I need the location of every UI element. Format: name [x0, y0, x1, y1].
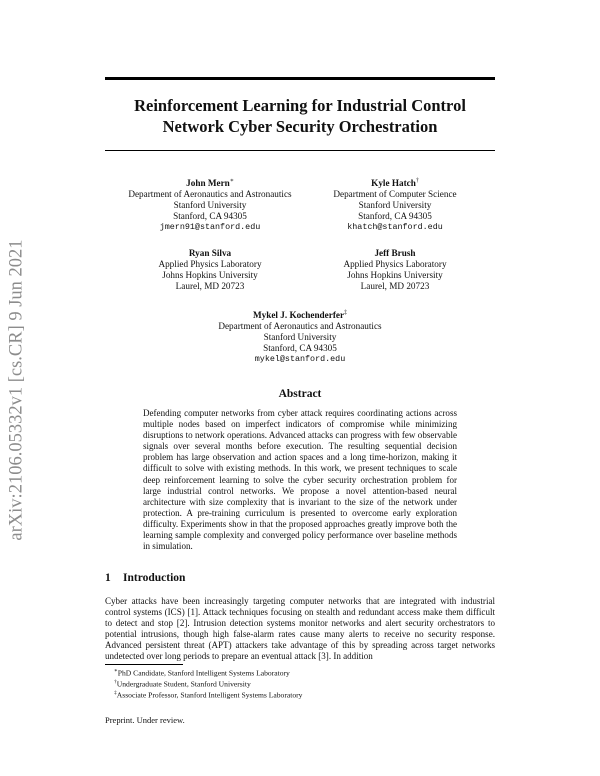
author-name: John Mern [186, 178, 230, 189]
preprint-note: Preprint. Under review. [105, 715, 185, 725]
section-number: 1 [105, 572, 111, 584]
author-block [115, 248, 305, 292]
footnote-mark: ∗ [114, 668, 118, 674]
author-mark: ‡ [344, 310, 348, 316]
footnote-mark: † [114, 679, 117, 686]
author-name: Jeff Brush [374, 248, 416, 258]
abstract-heading: Abstract [278, 388, 322, 400]
paper-title [105, 95, 495, 137]
author-affiliation: Department of Computer Science [333, 189, 457, 200]
author-name: Mykel J. Kochenderfer [252, 310, 345, 321]
author-mark: † [415, 178, 419, 184]
author-affiliation: Department of Aeronautics and Astronautics [218, 321, 382, 332]
arxiv-stamp-text: arXiv:2106.05332v1 [cs.CR] 9 Jun 2021 [6, 239, 27, 541]
section-title: Introduction [123, 572, 186, 584]
author-email[interactable]: mykel@stanford.edu [254, 354, 346, 365]
author-affiliation: Department of Aeronautics and Astronautics [128, 189, 292, 200]
title-bottom-rule [105, 150, 495, 151]
author-email[interactable]: jmern91@stanford.edu [159, 222, 261, 233]
footnote-text: Associate Professor, Stanford Intelligent Systems Laboratory [116, 690, 303, 700]
author-institution: Stanford University [263, 332, 337, 343]
footnote [114, 689, 494, 700]
author-block [185, 308, 415, 365]
author-block [300, 248, 490, 292]
introduction-text: Cyber attacks have been increasingly targeting computer networks that are integrated with industrial control systems (ICS) [1]. Attack techniques focusing on stealth and redundant access make them difficult to detect and stop [2]. Intrusion detection systems monitor networks and alert security orchestrators to potential intrusions, though high false-alarm rates cause many alerts to receive no security response. Advanced persistent threat (APT) attackers take advantage of this by spreading across target networks undetected over long periods to prepare an eventual attack [3]. In addition [105, 596, 495, 662]
title-top-rule [105, 77, 495, 80]
title-line-1: Reinforcement Learning for Industrial Control [134, 96, 466, 115]
footnotes [114, 667, 494, 700]
author-block [300, 176, 490, 233]
author-institution: Johns Hopkins University [162, 270, 258, 280]
author-email[interactable]: khatch@stanford.edu [347, 222, 443, 233]
title-line-2: Network Cyber Security Orchestration [162, 117, 438, 136]
author-institution: Johns Hopkins University [347, 270, 443, 280]
author-institution: Stanford University [358, 200, 432, 211]
author-address: Stanford, CA 94305 [358, 211, 432, 222]
author-affiliation: Applied Physics Laboratory [158, 259, 262, 269]
footnote-mark: ‡ [114, 690, 117, 697]
footnote [114, 667, 494, 678]
author-address: Stanford, CA 94305 [263, 343, 337, 354]
footnote-text: Undergraduate Student, Stanford University [116, 679, 251, 689]
footnote-text: PhD Candidate, Stanford Intelligent Systems Laboratory [117, 668, 290, 678]
author-address: Stanford, CA 94305 [173, 211, 247, 222]
author-affiliation: Applied Physics Laboratory [343, 259, 447, 269]
author-name: Kyle Hatch [371, 178, 416, 189]
section-heading [105, 572, 185, 584]
author-block [115, 176, 305, 233]
author-mark: ∗ [229, 178, 234, 184]
footnote [114, 678, 494, 689]
author-address: Laurel, MD 20723 [175, 281, 245, 291]
arxiv-stamp [2, 215, 32, 565]
author-institution: Stanford University [173, 200, 247, 211]
author-address: Laurel, MD 20723 [360, 281, 430, 291]
author-name: Ryan Silva [188, 248, 232, 258]
footnote-rule [105, 664, 183, 665]
abstract-text: Defending computer networks from cyber attack requires coordinating actions across multiple nodes based on imperfect indicators of compromise while minimizing disruptions to network operations. Advanced attacks can progress with few observable signals over several months before execution. The resulting sequential decision problem has large observation and action spaces and a long time-horizon, making it difficult to solve with existing methods. In this work, we present techniques to scale deep reinforcement learning to solve the cyber security orchestration problem for large industrial control networks. We propose a novel attention-based neural architecture with size complexity that is invariant to the size of the network under protection. A pre-training curriculum is presented to overcome early exploration difficulty. Experiments show in that the proposed approaches greatly improve both the learning sample complexity and converged policy performance over baseline methods in simulation. [143, 408, 457, 552]
